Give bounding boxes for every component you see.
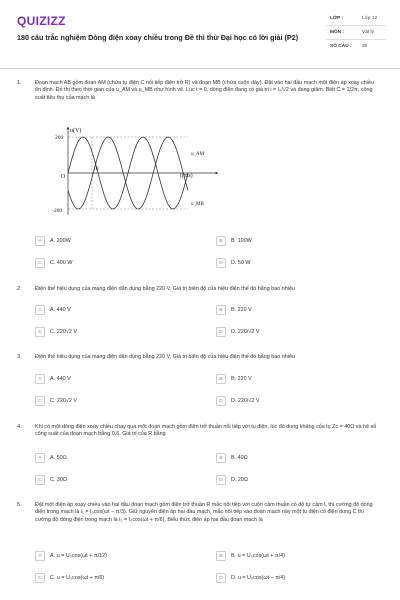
- option-letter: A: [35, 551, 45, 561]
- option-text: C. 220√2 V: [50, 398, 77, 404]
- option-text: D. 220/√2 V: [231, 329, 260, 335]
- y-tick-minus-200: -200: [52, 208, 63, 214]
- question-text: Khi có một dòng điện xoay chiều chạy qua một đoạn mạch gồm điện trở thuần nối tiếp với tụ điện, lúc đó dung kháng của tụ Zc = 40Ω và hệ số công suất của đoạn mạch bằng 0,6. Giá trị của R bằng: [35, 424, 377, 438]
- header: [0, 0, 400, 68]
- question-text: Đoạn mạch AB gồm đoạn AM (chứa tụ điện C nối tiếp điện trở R) và đoạn MB (chứa cuộn dây). Đặt vào hai đầu mạch một điện áp xoay chiều ổn định. Đồ thị theo thời gian của u_AM và u_MB như hình vẽ. Lúc t = 0, dòng điện đang có giá trị i = I₀/√2 và đang giảm. Biết C = 1/2π, công suất tiêu thụ của mạch là: [35, 80, 374, 101]
- option-letter: A: [35, 236, 45, 246]
- option-text: C. u = U₀cos(ωt + π/6): [50, 575, 105, 581]
- meta-row-count: [326, 40, 386, 54]
- document-title: 180 câu trắc nghiệm Dòng điện xoay chiều trong Đề thi thử Đại học có lời giải (P2): [17, 33, 299, 42]
- question-text: Điện thế hiệu dụng của mạng điện dân dụng bằng 220 V. Giá trị biên độ của hiệu điện thế đó bằng bao nhiêu: [35, 286, 295, 292]
- option-text: C. 30Ω: [50, 477, 67, 483]
- option-letter: A: [35, 374, 45, 384]
- meta-info: [326, 12, 386, 54]
- question-number: 3.: [17, 354, 22, 360]
- question-number: 2.: [17, 286, 22, 292]
- option-letter: C: [35, 396, 45, 406]
- question-number: 5.: [17, 502, 22, 508]
- option-text: A. u = U₀cos(ωt + π/12): [50, 553, 107, 559]
- quizizz-logo[interactable]: QUIZIZZ: [17, 14, 66, 28]
- x-axis-label: t(ms): [180, 173, 193, 179]
- option-text: B. 40Ω: [231, 455, 248, 461]
- option-text: D. 50 W: [231, 260, 251, 266]
- meta-value: Vật lý: [362, 30, 374, 35]
- option-text: C. 400 W: [50, 260, 73, 266]
- option-text: B. 220 V: [231, 307, 252, 313]
- option-text: A. 200W: [50, 238, 71, 244]
- option-letter: B: [216, 551, 226, 561]
- option-letter: B: [216, 305, 226, 315]
- voltage-time-graph: [28, 125, 223, 220]
- option-letter: C: [35, 327, 45, 337]
- question-text: Điện thế hiệu dụng của mạng điện dân dụng bằng 220 V. Giá trị biên độ của hiệu điện thế đó bằng bao nhiêu: [35, 354, 295, 360]
- meta-value: Lớp 12: [362, 16, 378, 21]
- option-letter: A: [35, 305, 45, 315]
- option-text: B. 100W: [231, 238, 252, 244]
- option-letter: D: [216, 396, 226, 406]
- curve-am-label: u_AM: [191, 152, 205, 157]
- option-letter: C: [35, 258, 45, 268]
- option-text: D. 220/√2 V: [231, 398, 260, 404]
- option-text: B. 220 V: [231, 376, 252, 382]
- option-letter: B: [216, 236, 226, 246]
- meta-row-subject: [326, 26, 386, 40]
- option-letter: A: [35, 453, 45, 463]
- question-number: 1.: [17, 80, 22, 86]
- curve-mb-label: u_MB: [191, 202, 204, 207]
- header-divider: [0, 68, 400, 69]
- option-letter: C: [35, 573, 45, 583]
- option-text: C. 220√2 V: [50, 329, 77, 335]
- option-letter: D: [216, 327, 226, 337]
- option-letter: C: [35, 475, 45, 485]
- origin-label: O: [61, 174, 66, 180]
- option-text: A. 440 V: [50, 307, 71, 313]
- meta-row-class: [326, 12, 386, 26]
- option-text: D. u = U₀cos(ωt − π/4): [231, 575, 286, 581]
- option-letter: B: [216, 453, 226, 463]
- question-number: 4.: [17, 424, 22, 430]
- y-tick-200: 200: [55, 135, 64, 141]
- tick-label-10: 10: [93, 166, 99, 172]
- option-text: D. 20Ω: [231, 477, 248, 483]
- option-letter: D: [216, 573, 226, 583]
- meta-value: 30: [362, 44, 368, 49]
- option-text: A. 50Ω: [50, 455, 67, 461]
- meta-key: MÔN :: [330, 30, 345, 35]
- meta-key: SỐ CÂU :: [330, 44, 352, 49]
- option-letter: D: [216, 258, 226, 268]
- meta-key: LỚP :: [330, 16, 344, 21]
- question-text: Đặt một điện áp xoay chiều vào hai đầu đoạn mạch gồm điện trở thuần R mắc nối tiếp với cuộn cảm thuần có độ tự cảm L thì cường độ dòng điện trong mạch là i₁ = I₀cos(ωt − π/3). Giữ nguyên điện áp hai đầu mạch, mắc nối tiếp vào đoạn mạch này một tụ điện có điện dung C thì cường độ dòng điện trong mạch là i₂ = I₀cos(ωt + π/6). Biểu thức điện áp hai đầu đoạn mạch là: [35, 502, 373, 523]
- option-letter: D: [216, 475, 226, 485]
- option-text: B. u = U₀cos(ωt + π/4): [231, 553, 285, 559]
- option-letter: B: [216, 374, 226, 384]
- y-axis-label: u(V): [70, 128, 82, 134]
- option-text: A. 440 V: [50, 376, 71, 382]
